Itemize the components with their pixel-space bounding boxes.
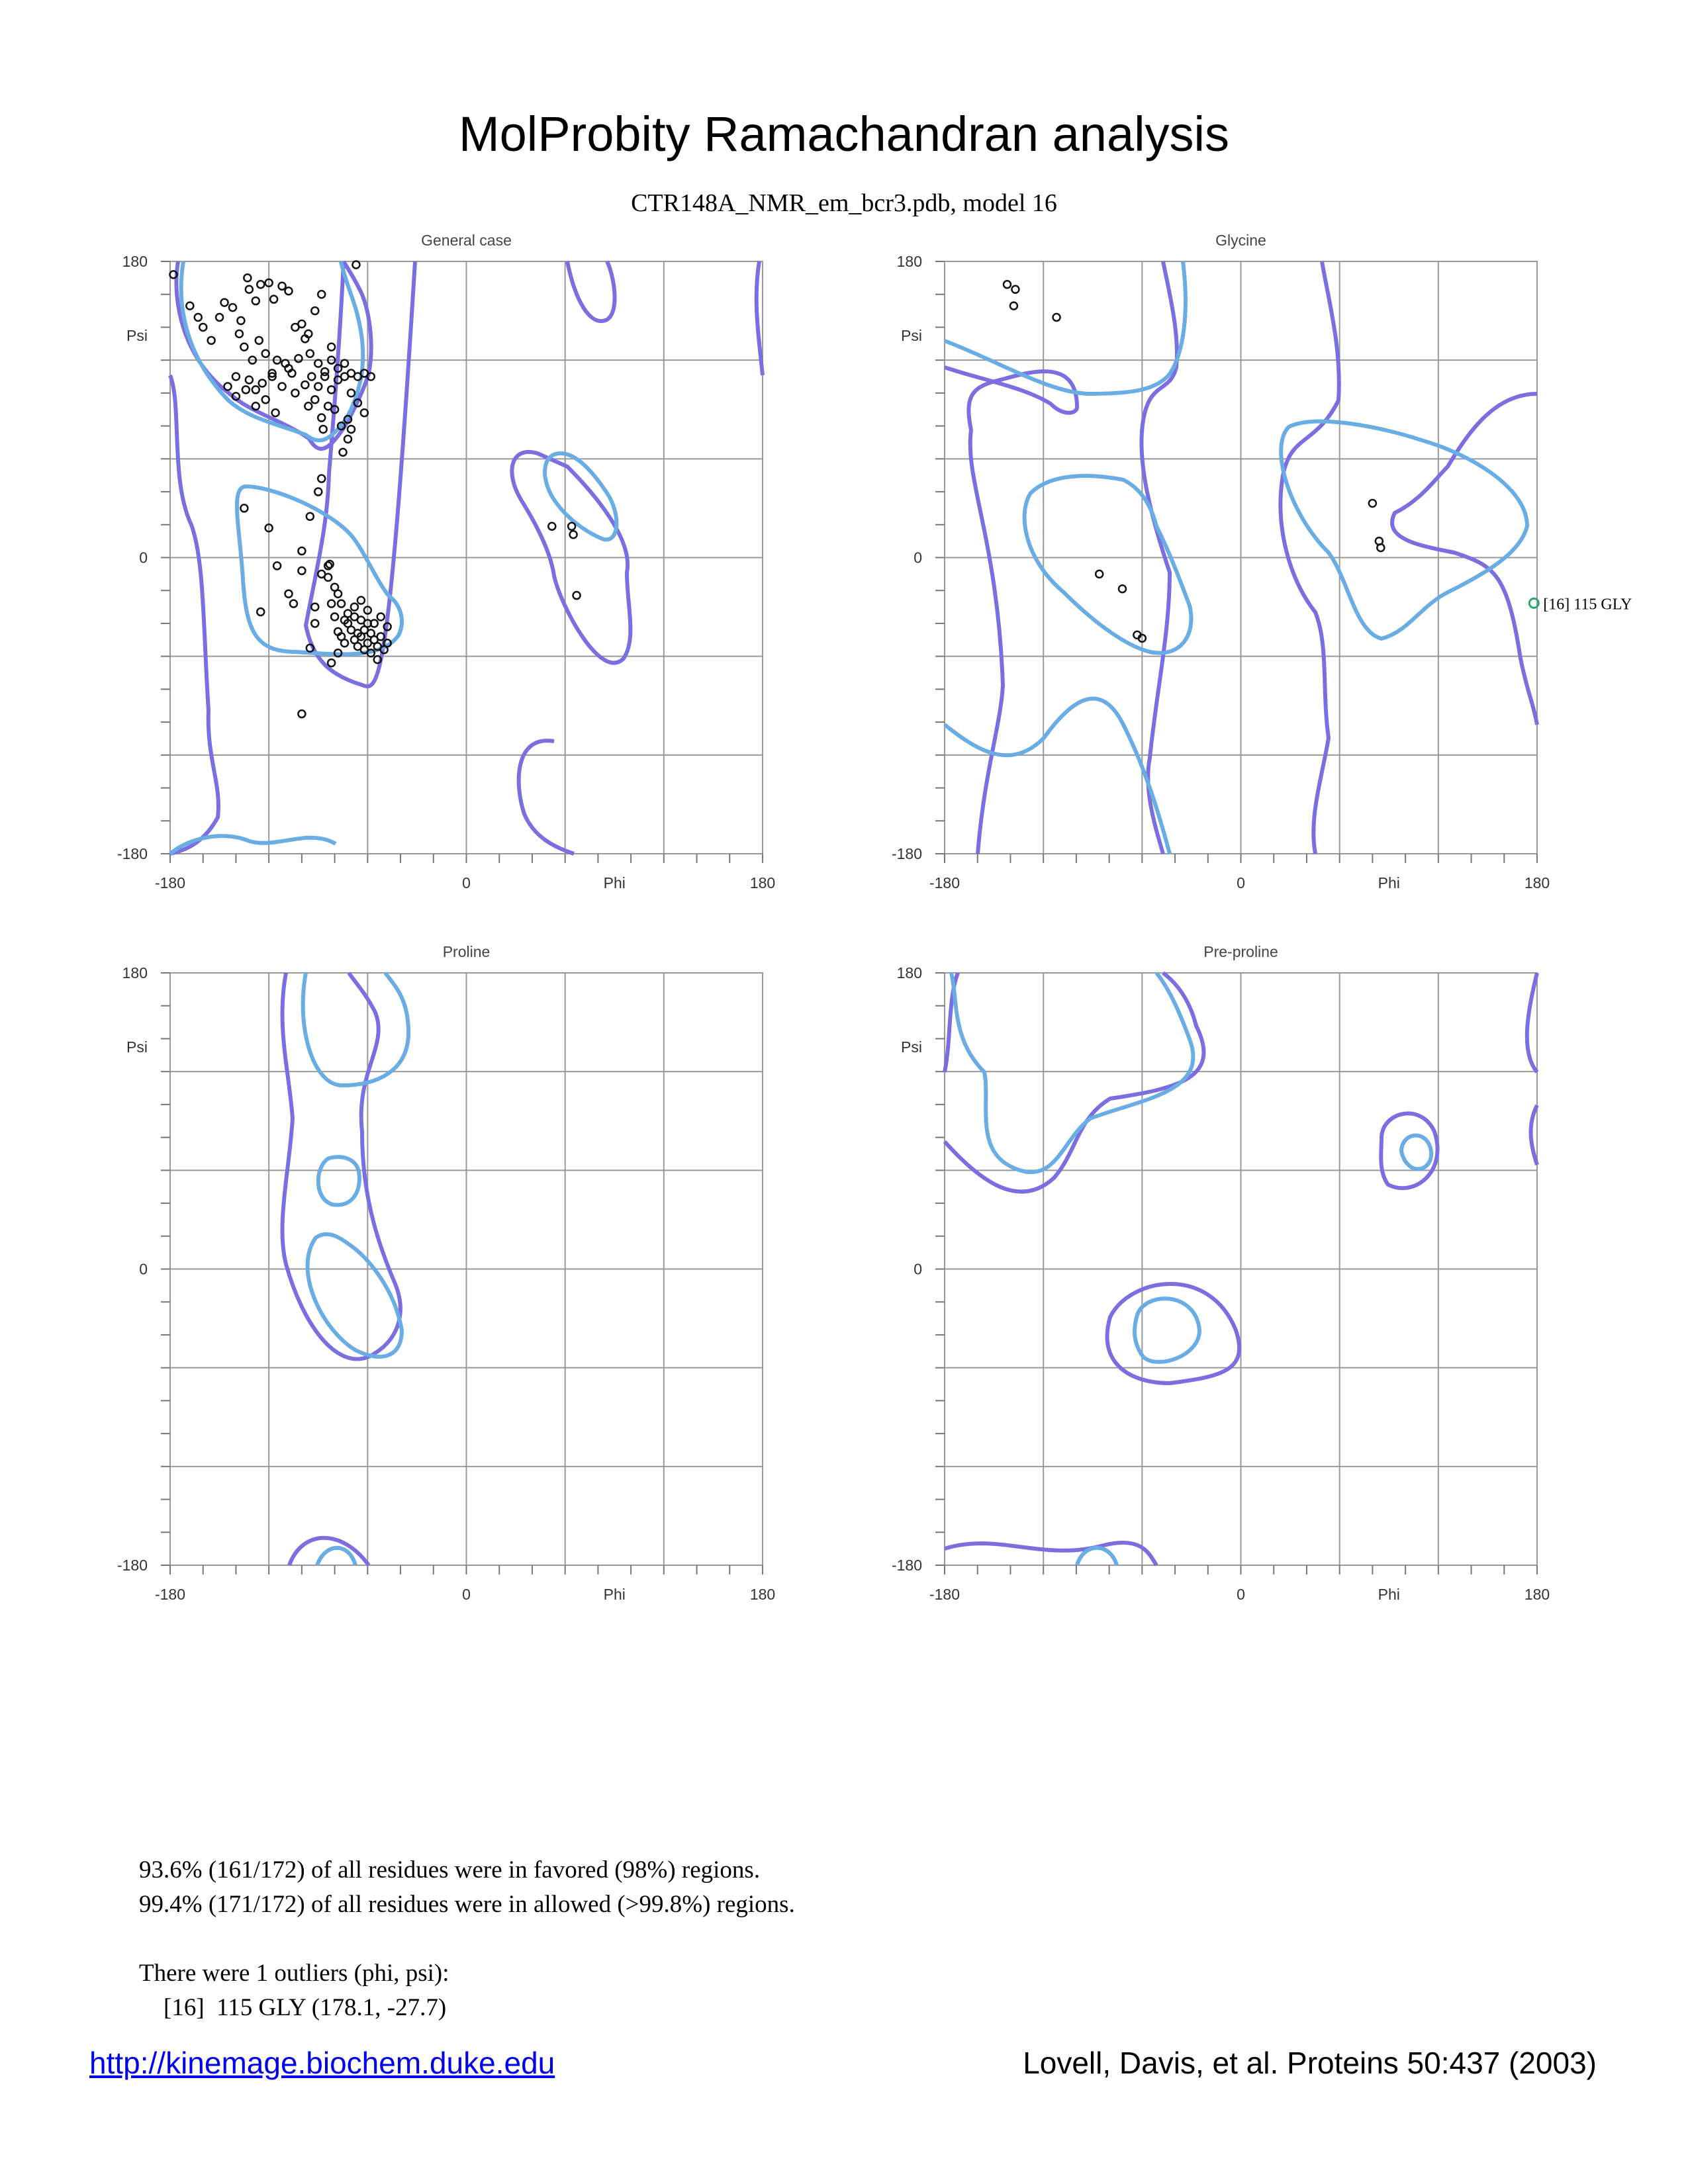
y-tick-label: 180 [896,964,922,981]
data-point [242,386,250,393]
favored-contour [303,973,408,1085]
y-tick-label: -180 [891,845,922,862]
data-point [295,355,302,362]
data-point [236,330,243,338]
x-tick-label: 0 [462,874,471,891]
data-point [224,383,232,390]
x-tick-label: 0 [1237,1586,1245,1603]
data-point [1053,314,1060,321]
data-point [246,377,253,384]
y-tick-label: -180 [117,845,148,862]
grid [170,261,763,854]
data-point [324,574,332,581]
data-point [285,590,293,598]
data-point [1011,286,1019,293]
allowed-contour [945,973,958,1072]
x-tick-label: Phi [1378,874,1400,891]
data-point [240,343,248,351]
data-point [270,296,277,303]
citation: Lovell, Davis, et al. Proteins 50:437 (2003) [1023,2046,1597,2080]
data-point [320,426,327,433]
data-point [305,402,312,410]
data-point [199,324,207,331]
data-point [308,373,315,381]
data-point [352,261,359,268]
x-tick-label: -180 [154,874,186,891]
allowed-contour [1527,973,1537,1072]
data-point [262,350,269,357]
favored-contour [317,1548,355,1565]
data-point [259,379,266,387]
data-point [340,449,347,456]
data-point [311,619,318,627]
data-point [318,414,325,422]
data-point [298,547,305,555]
data-point [573,592,581,599]
data-points [169,261,580,717]
data-point [306,513,314,520]
favored-summary: 93.6% (161/172) of all residues were in favored (98%) regions. [139,1856,761,1884]
x-tick-label: -180 [929,874,961,891]
allowed-contour [945,1543,1156,1565]
x-tick-label: Phi [1378,1586,1400,1603]
data-point [279,283,286,290]
allowed-contour [170,375,218,854]
data-point [568,523,575,530]
y-tick-label: 0 [139,549,148,567]
panel-title: Pre-proline [1203,943,1278,960]
y-tick-label: Psi [901,326,922,344]
outlier-header: There were 1 outliers (phi, psi): [139,1960,449,1987]
data-point [344,435,352,443]
data-point [208,337,215,344]
allowed-contour [1381,1113,1437,1188]
data-point [1096,570,1103,578]
y-tick-label: 0 [914,1260,922,1278]
data-point [341,373,348,381]
data-point [306,350,314,357]
x-tick-label: 0 [1237,874,1245,891]
data-point [314,488,322,496]
allowed-contour [283,973,400,1359]
data-point [331,614,338,621]
favored-contour [1281,422,1527,639]
data-point [244,274,251,281]
minor-ticks [161,261,763,863]
data-point [272,409,279,416]
data-point [328,659,335,666]
panel-title: Proline [442,943,491,960]
data-point [195,314,202,321]
data-point [321,373,328,381]
data-point [246,286,253,293]
data-point [298,710,305,717]
minor-ticks [935,973,1537,1574]
page-subtitle: CTR148A_NMR_em_bcr3.pdb, model 16 [631,189,1057,217]
page-title: MolProbity Ramachandran analysis [459,107,1229,161]
allowed-contour [757,261,763,375]
allowed-contour [1531,1105,1537,1165]
data-point [237,317,244,324]
x-tick-label: -180 [154,1586,186,1603]
allowed-contour [1392,394,1537,725]
y-tick-label: Psi [126,326,148,344]
outlier-line: [16] 115 GLY (178.1, -27.7) [139,1994,447,2021]
data-point [291,389,299,396]
pre-proline-plot [891,936,1662,1612]
allowed-contour [945,973,1203,1192]
data-point [257,608,264,615]
data-point [334,590,342,598]
data-point [357,597,365,604]
x-tick-label: Phi [603,1586,626,1603]
data-point [279,383,286,390]
data-point [262,396,269,403]
data-point [298,567,305,574]
y-tick-label: 180 [896,253,922,270]
allowed-summary: 99.4% (171/172) of all residues were in allowed (>99.8%) regions. [139,1891,795,1918]
x-tick-label: Phi [603,874,626,891]
data-point [216,314,223,321]
data-point [338,600,345,608]
data-point [229,304,236,311]
data-point [1004,281,1011,288]
data-point [341,360,348,367]
data-point [257,281,264,288]
x-tick-label: 180 [749,1586,776,1603]
favored-contour [318,1157,359,1205]
data-point [1119,585,1126,592]
allowed-contour [945,367,1077,854]
panel-title: Glycine [1215,232,1266,249]
data-point [252,297,259,304]
data-point [186,302,193,310]
data-point [351,604,358,611]
data-point [240,504,248,512]
x-tick-label: 180 [1524,1586,1550,1603]
panel-title: General case [421,232,512,249]
data-point [273,562,281,569]
y-tick-label: 0 [914,549,922,567]
data-point [357,616,365,623]
y-tick-label: 0 [139,1260,148,1278]
summary-text [139,1853,795,2025]
y-tick-label: -180 [891,1557,922,1574]
data-point [348,426,355,433]
y-tick-label: 180 [122,964,148,981]
proline-plot [119,936,834,1612]
minor-ticks [935,261,1537,863]
data-point [328,343,335,351]
data-point [318,291,325,298]
favored-contour [1135,1298,1199,1362]
y-tick-label: 180 [122,253,148,270]
grid [945,973,1537,1565]
y-tick-label: Psi [901,1038,922,1056]
data-point [328,600,335,608]
data-point [256,337,263,344]
data-point [314,383,322,390]
data-point [301,381,308,388]
data-point [341,639,348,647]
favored-contour [1401,1136,1431,1169]
x-tick-label: 0 [462,1586,471,1603]
data-point [348,389,355,396]
data-point [311,307,318,314]
data-point [298,320,305,328]
glycine-plot [891,225,1662,900]
allowed-contour [567,261,615,321]
data-point [221,299,228,306]
data-point [361,409,368,416]
x-tick-label: 180 [1524,874,1550,891]
x-tick-label: 180 [749,874,776,891]
data-point [548,523,555,530]
data-point [311,396,318,403]
data-point [290,600,297,608]
data-point [318,475,325,482]
data-point [311,604,318,611]
favored-contour [945,261,1186,394]
data-point [326,561,334,568]
kinemage-link[interactable]: http://kinemage.biochem.duke.edu [89,2046,555,2080]
general-case-plot [119,225,834,900]
minor-ticks [161,973,763,1574]
data-point [377,614,385,621]
y-tick-label: -180 [117,1557,148,1574]
x-tick-label: -180 [929,1586,961,1603]
data-point [232,373,240,381]
data-point [285,287,293,295]
data-point [570,531,577,538]
data-point [252,386,259,393]
data-point [314,360,322,367]
data-point [1010,302,1017,310]
y-tick-label: Psi [126,1038,148,1056]
outlier-label: [16] 115 GLY [1543,596,1632,614]
grid [170,973,763,1565]
data-point [1369,500,1376,507]
favored-contour [951,973,1193,1172]
